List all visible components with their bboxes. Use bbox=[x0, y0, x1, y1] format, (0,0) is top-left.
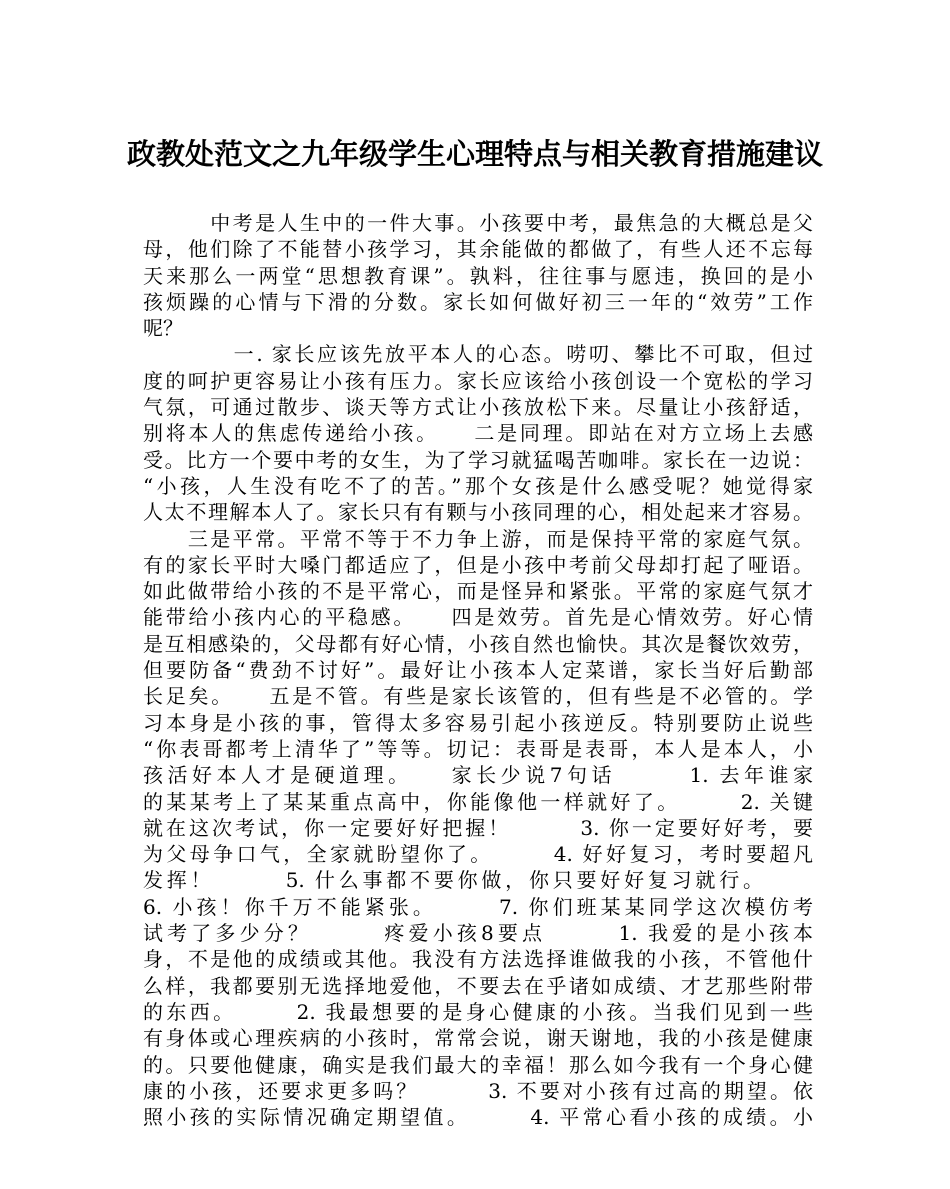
body-text-line: 一. 家长应该先放平本人的心态。唠叨、攀比不可取，但过 bbox=[143, 342, 813, 367]
body-text-line: 如此做带给小孩的不是平常心，而是怪异和紧张。平常的家庭气氛才 bbox=[143, 579, 813, 604]
body-text-line: 6. 小孩！你千万不能紧张。 7. 你们班某某同学这次模仿考 bbox=[143, 894, 813, 919]
body-text-line: 气氛，可通过散步、谈天等方式让小孩放松下来。尽量让小孩舒适， bbox=[143, 395, 813, 420]
document-body bbox=[143, 210, 813, 1130]
body-text-line: 试考了多少分？ 疼爱小孩8要点 1. 我爱的是小孩本 bbox=[143, 921, 813, 946]
body-text-line: 呢？ bbox=[143, 316, 183, 341]
body-text-line: 长足矣。 五是不管。有些是家长该管的，但有些是不必管的。学 bbox=[143, 684, 813, 709]
body-text-line: 度的呵护更容易让小孩有压力。家长应该给小孩创设一个宽松的学习 bbox=[143, 368, 813, 393]
body-text-line: 照小孩的实际情况确定期望值。 4. 平常心看小孩的成绩。小 bbox=[143, 1105, 813, 1130]
body-text-line: 身，不是他的成绩或其他。我没有方法选择谁做我的小孩，不管他什 bbox=[143, 947, 813, 972]
body-text-line: 康的小孩，还要求更多吗？ 3. 不要对小孩有过高的期望。依 bbox=[143, 1078, 813, 1103]
body-text-line: 就在这次考试，你一定要好好把握！ 3. 你一定要好好考，要 bbox=[143, 815, 813, 840]
body-text-line: 天来那么一两堂“思想教育课”。孰料，往往事与愿违，换回的是小 bbox=[143, 263, 813, 288]
body-text-line: 母，他们除了不能替小孩学习，其余能做的都做了，有些人还不忘每 bbox=[143, 237, 813, 262]
body-text-line: “你表哥都考上清华了”等等。切记：表哥是表哥，本人是本人，小 bbox=[143, 736, 813, 761]
body-text-line: 有的家长平时大嗓门都适应了，但是小孩中考前父母却打起了哑语。 bbox=[143, 552, 813, 577]
document-title: 政教处范文之九年级学生心理特点与相关教育措施建议 bbox=[126, 137, 823, 171]
body-text-line: 的东西。 2. 我最想要的是身心健康的小孩。当我们见到一些 bbox=[143, 999, 813, 1024]
body-text-line: 别将本人的焦虑传递给小孩。 二是同理。即站在对方立场上去感 bbox=[143, 421, 813, 446]
body-text-line: 中考是人生中的一件大事。小孩要中考，最焦急的大概总是父 bbox=[143, 211, 813, 235]
body-text-line: “小孩，人生没有吃不了的苦。”那个女孩是什么感受呢？她觉得家 bbox=[143, 473, 813, 498]
body-text-line: 的某某考上了某某重点高中，你能像他一样就好了。 2. 关键 bbox=[143, 789, 813, 814]
body-text-line: 但要防备“费劲不讨好”。最好让小孩本人定菜谱，家长当好后勤部 bbox=[143, 658, 813, 683]
body-text-line: 人太不理解本人了。家长只有有颗与小孩同理的心，相处起来才容易。 bbox=[143, 500, 813, 525]
body-text-line: 习本身是小孩的事，管得太多容易引起小孩逆反。特别要防止说些 bbox=[143, 710, 813, 735]
body-text-line: 受。比方一个要中考的女生，为了学习就猛喝苦咖啡。家长在一边说： bbox=[143, 447, 813, 472]
body-text-line: 孩烦躁的心情与下滑的分数。家长如何做好初三一年的“效劳”工作 bbox=[143, 289, 813, 314]
body-text-line: 孩活好本人才是硬道理。 家长少说7句话 1. 去年谁家 bbox=[143, 763, 813, 788]
body-text-line: 么样，我都要别无选择地爱他，不要去在乎诸如成绩、才艺那些附带 bbox=[143, 973, 813, 998]
body-text-line: 为父母争口气，全家就盼望你了。 4. 好好复习，考时要超凡 bbox=[143, 842, 813, 867]
body-text-line: 发挥！ 5. 什么事都不要你做，你只要好好复习就行。 bbox=[143, 868, 813, 893]
body-text-line: 是互相感染的，父母都有好心情，小孩自然也愉快。其次是餐饮效劳， bbox=[143, 631, 813, 656]
body-text-line: 三是平常。平常不等于不力争上游，而是保持平常的家庭气氛。 bbox=[143, 526, 813, 551]
body-text-line: 能带给小孩内心的平稳感。 四是效劳。首先是心情效劳。好心情 bbox=[143, 605, 813, 630]
body-text-line: 有身体或心理疾病的小孩时，常常会说，谢天谢地，我的小孩是健康 bbox=[143, 1026, 813, 1051]
body-text-line: 的。只要他健康，确实是我们最大的幸福！那么如今我有一个身心健 bbox=[143, 1052, 813, 1077]
